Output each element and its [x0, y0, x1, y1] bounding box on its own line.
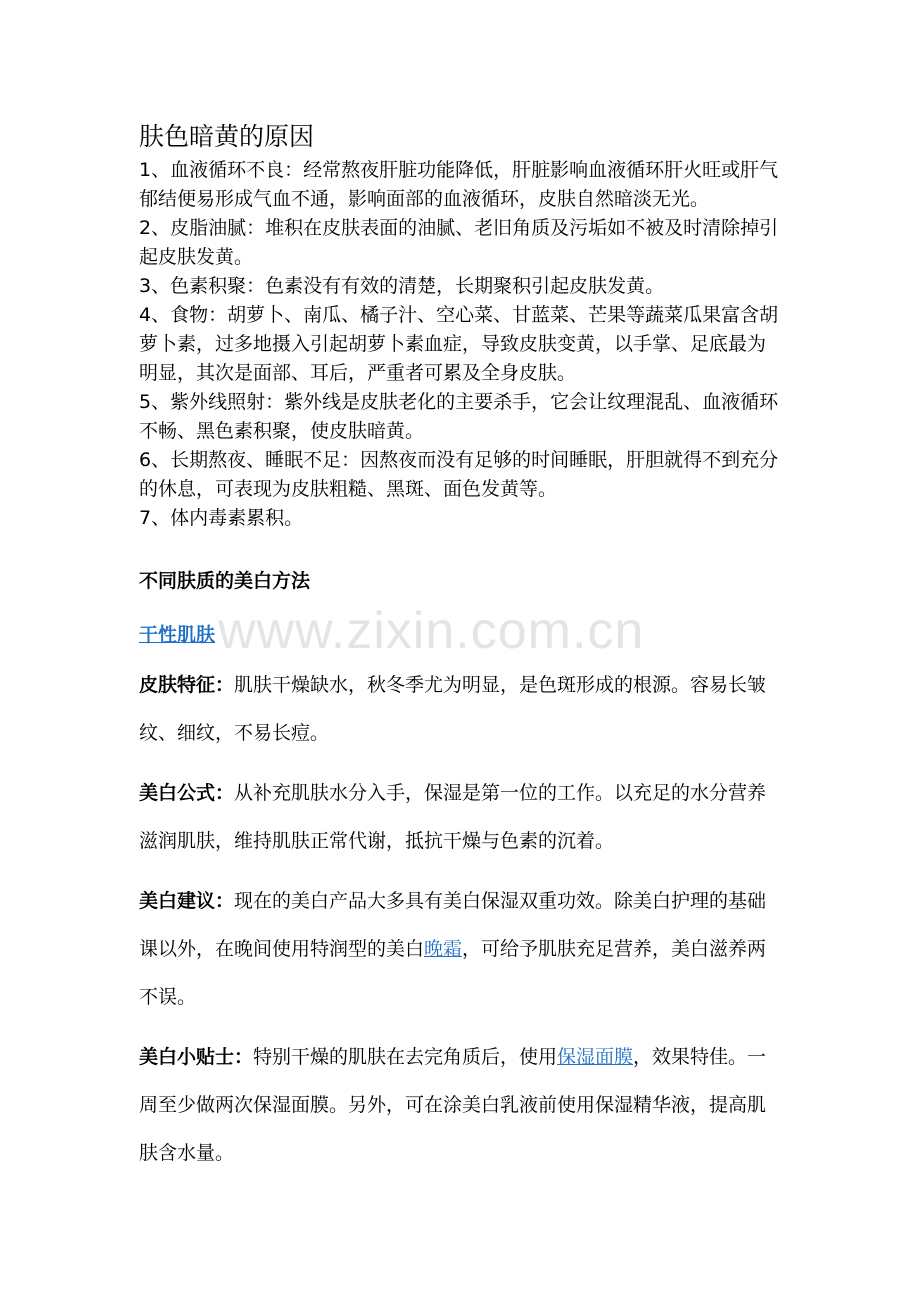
cause-item: 1、血液循环不良：经常熬夜肝脏功能降低，肝脏影响血液循环肝火旺或肝气郁结便易形成气血不通，影响面部的血液循环，皮肤自然暗淡无光。 [139, 159, 779, 210]
skin-type-link[interactable]: 干性肌肤 [139, 624, 216, 646]
tips-label: 美白小贴士： [139, 1046, 254, 1068]
cause-item: 7、体内毒素累积。 [139, 507, 304, 529]
night-cream-link[interactable]: 晚霜 [424, 938, 463, 960]
causes-list [139, 156, 784, 533]
watermark: www.zixin.com.cn [218, 602, 645, 660]
features-text: 肌肤干燥缺水，秋冬季尤为明显，是色斑形成的根源。容易长皱纹、细纹，不易长痘。 [139, 674, 767, 744]
tips-text-before: 特别干燥的肌肤在去完角质后，使用 [253, 1046, 558, 1068]
section-subheading: 不同肤质的美白方法 [139, 570, 311, 592]
formula-paragraph [139, 769, 784, 865]
formula-text: 从补充肌肤水分入手，保湿是第一位的工作。以充足的水分营养滋润肌肤，维持肌肤正常代谢，抵抗干燥与色素的沉着。 [139, 782, 767, 852]
tips-paragraph [139, 1033, 784, 1177]
cause-item: 5、紫外线照射：紫外线是皮肤老化的主要杀手，它会让纹理混乱、血液循环不畅、黑色素积聚，使皮肤暗黄。 [139, 391, 779, 442]
features-paragraph [139, 661, 784, 757]
advice-text-before: 现在的美白产品大多具有美白保湿双重功效。除美白护理的基础课以外，在晚间使用特润型的美白 [139, 890, 767, 960]
cause-item: 4、食物：胡萝卜、南瓜、橘子汁、空心菜、甘蓝菜、芒果等蔬菜瓜果富含胡萝卜素，过多地摄入引起胡萝卜素血症，导致皮肤变黄，以手掌、足底最为明显，其次是面部、耳后，严重者可累及全身皮肤。 [139, 304, 779, 384]
cause-item: 2、皮脂油腻：堆积在皮肤表面的油腻、老旧角质及污垢如不被及时清除掉引起皮肤发黄。 [139, 217, 779, 268]
advice-text-after: ，可给予肌肤充足营养，美白滋养两不误。 [139, 938, 767, 1008]
cause-item: 3、色素积聚：色素没有有效的清楚，长期聚积引起皮肤发黄。 [139, 275, 665, 297]
advice-label: 美白建议： [139, 890, 235, 912]
moisturizing-mask-link[interactable]: 保湿面膜 [557, 1046, 634, 1068]
features-label: 皮肤特征： [139, 674, 235, 696]
cause-item: 6、长期熬夜、睡眠不足：因熬夜而没有足够的时间睡眠，肝胆就得不到充分的休息，可表现为皮肤粗糙、黑斑、面色发黄等。 [139, 449, 779, 500]
tips-text-after: ，效果特佳。一周至少做两次保湿面膜。另外，可在涂美白乳液前使用保湿精华液，提高肌肤含水量。 [139, 1046, 767, 1164]
formula-label: 美白公式： [139, 782, 235, 804]
advice-paragraph [139, 877, 784, 1021]
doc-title: 肤色暗黄的原因 [139, 122, 315, 151]
